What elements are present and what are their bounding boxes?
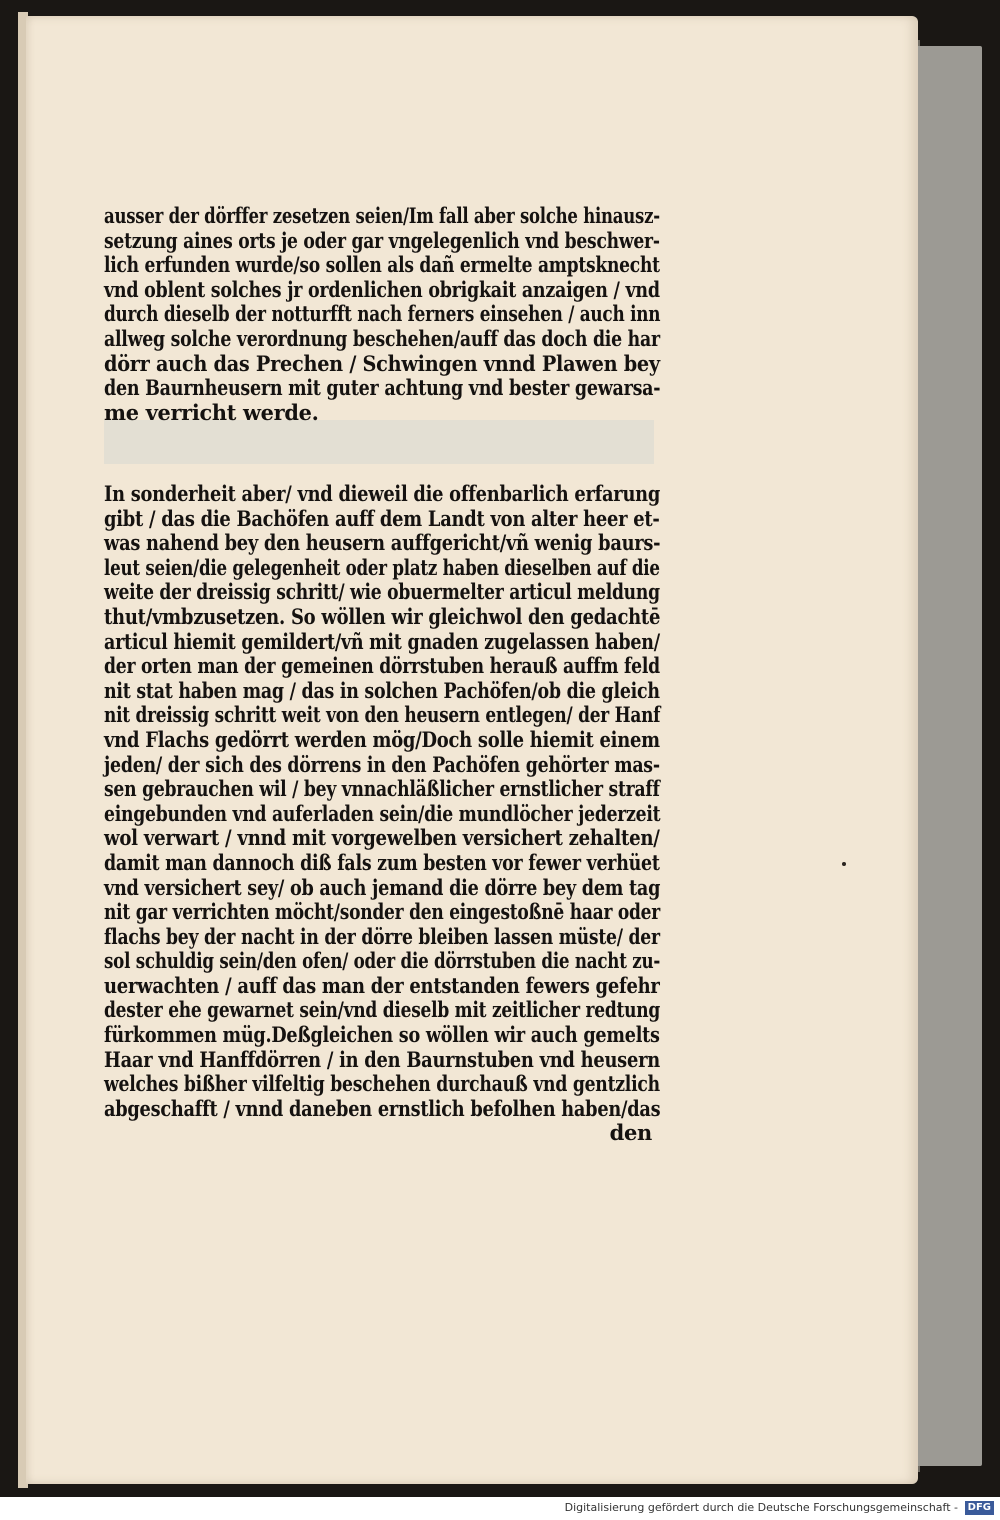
catchword: den — [609, 1120, 652, 1146]
text-line: lich erfunden wurde/so sollen als dañ ermelte amptsknecht — [104, 252, 660, 278]
text-line: durch dieselb der notturfft nach ferners einsehen / auch inn — [104, 301, 661, 327]
text-line: abgeschafft / vnnd daneben ernstlich befolhen haben/das — [104, 1095, 661, 1121]
text-line: fürkommen müg.Deßgleichen so wöllen wir auch gemelts — [104, 1022, 660, 1048]
text-line: ausser der dörffer zesetzen seien/Im fall aber solche hinausz- — [104, 203, 660, 228]
text-line: nit dreissig schritt weit von den heusern entlegen/ der Hanf — [104, 702, 661, 728]
text-line: dörr auch das Prechen / Schwingen vnnd Plawen bey — [104, 350, 660, 376]
text-line: gibt / das die Bachöfen auff dem Landt von alter heer et- — [104, 505, 660, 531]
text-line: dester ehe gewarnet sein/vnd dieselb mit zeitlicher redtung — [104, 997, 661, 1023]
text-line: vnd Flachs gedörrt werden mög/Doch solle hiemit einem — [104, 726, 660, 752]
text-line: jeden/ der sich des dörrens in den Pachöfen gehörter mas- — [104, 751, 660, 777]
text-line: der orten man der gemeinen dörrstuben herauß auffm feld — [104, 653, 660, 679]
text-line: sen gebrauchen wil / bey vnnachläßlicher ernstlicher straff — [104, 776, 660, 802]
text-line: eingebunden vnd auferladen sein/die mundlöcher jederzeit — [104, 800, 661, 826]
text-line: vnd oblent solches jr ordenlichen obrigkait anzaigen / vnd — [104, 276, 660, 302]
text-line: setzung aines orts je oder gar vngelegenlich vnd beschwer- — [104, 227, 660, 253]
text-line: wol verwart / vnnd mit vorgewelben versichert zehalten/ — [104, 825, 660, 851]
text-line: me verricht werde. — [104, 399, 319, 425]
text-line: Haar vnd Hanffdörren / in den Baurnstuben vnd heusern — [104, 1046, 660, 1072]
text-line: nit gar verrichten möcht/sonder den eingestoßnē haar oder — [104, 899, 661, 925]
text-line: flachs bey der nacht in der dörre bleiben lassen müste/ der — [104, 923, 660, 949]
text-line: welches bißher vilfeltig beschehen durchauß vnd gentzlich — [104, 1071, 660, 1097]
text-line: was nahend bey den heusern auffgericht/vñ wenig baurs- — [104, 530, 661, 556]
text-line: uerwachten / auff das man der entstanden fewers gefehr — [104, 972, 660, 998]
text-line: den Baurnheusern mit guter achtung vnd bester gewarsa- — [104, 375, 661, 401]
paragraph-1 — [104, 204, 664, 425]
footer-credit: Digitalisierung gefördert durch die Deutsche Forschungsgemeinschaft - — [564, 1501, 958, 1514]
text-line: In sonderheit aber/ vnd dieweil die offenbarlich erfarung — [104, 481, 661, 506]
footer-bar — [0, 1497, 1000, 1520]
text-line: nit stat haben mag / das in solchen Pachöfen/ob die gleich — [104, 677, 660, 703]
text-line: weite der dreissig schritt/ wie obuermelter articul meldung — [104, 579, 660, 605]
text-line: leut seien/die gelegenheit oder platz haben dieselben auf die — [104, 554, 660, 580]
backing-board — [916, 46, 982, 1466]
text-line: allweg solche verordnung beschehen/auff das doch die har — [104, 325, 660, 351]
text-line: vnd versichert sey/ ob auch jemand die dörre bey dem tag — [104, 874, 661, 900]
text-line: thut/vmbzusetzen. So wöllen wir gleichwol den gedachtē — [104, 603, 661, 629]
text-line: sol schuldig sein/den ofen/ oder die dörrstuben die nacht zu- — [104, 948, 661, 974]
paper-stain — [104, 420, 654, 464]
ink-speck — [842, 862, 846, 866]
text-line: damit man dannoch diß fals zum besten vor fewer verhüet — [104, 849, 660, 875]
text-line: articul hiemit gemildert/vñ mit gnaden zugelassen haben/ — [104, 628, 660, 654]
dfg-logo[interactable]: DFG — [965, 1501, 994, 1515]
paragraph-2 — [104, 482, 664, 1146]
